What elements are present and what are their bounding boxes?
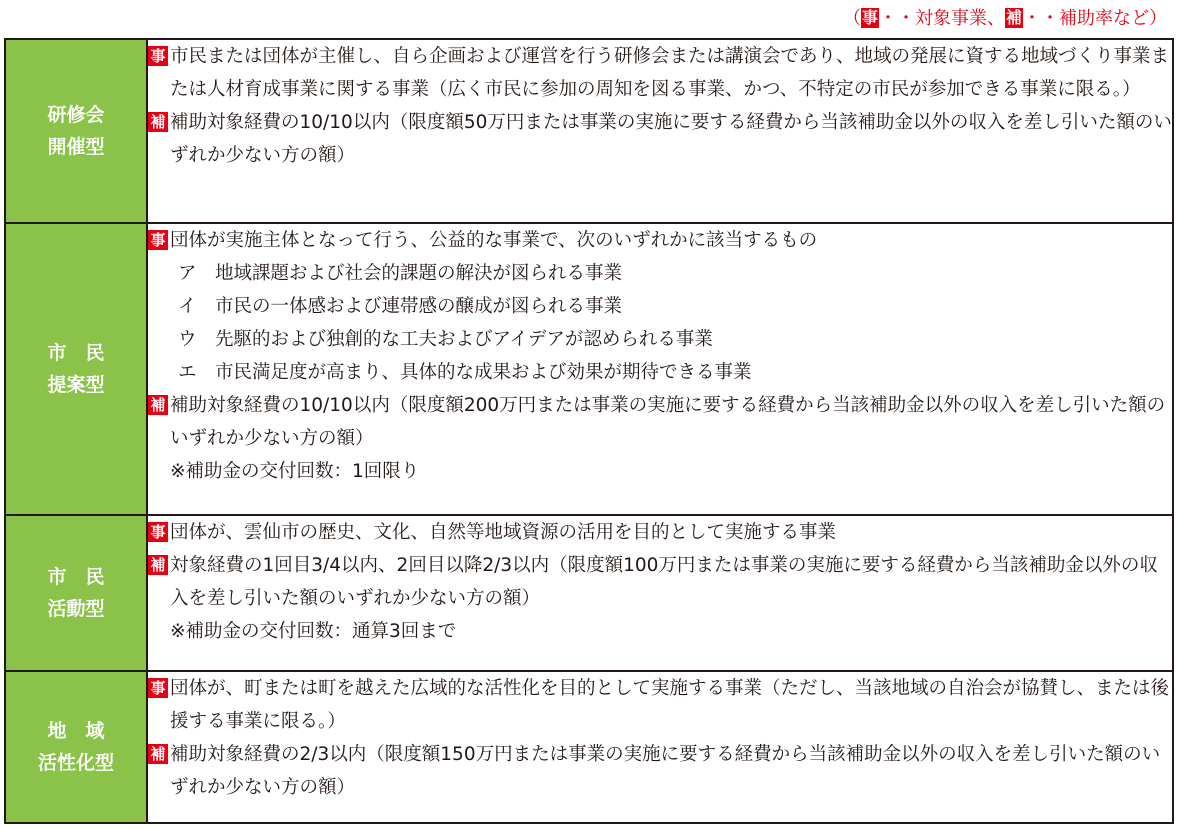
row-body <box>147 39 1173 223</box>
row-body <box>147 671 1173 823</box>
hojo-badge: 補 <box>148 395 168 415</box>
hojo-text: 補助対象経費の10/10以内（限度額200万円または事業の実施に要する経費から当該補助金以外の収入を差し引いた額のいずれか少ない方の額） <box>170 395 1166 449</box>
jigyo-badge: 事 <box>148 46 168 66</box>
row-label-line1: 市 民 <box>47 342 105 364</box>
row-label <box>5 39 147 223</box>
hojo-badge: 補 <box>148 744 168 764</box>
table-row <box>5 671 1173 823</box>
hojo-text: 補助対象経費の10/10以内（限度額50万円または事業の実施に要する経費から当該補助金以外の収入を差し引いた額のいずれか少ない方の額） <box>170 112 1172 166</box>
row-label <box>5 671 147 823</box>
row-label-line2: 開催型 <box>47 136 105 158</box>
hojo-text: 補助対象経費の2/3以内（限度額150万円または事業の実施に要する経費から当該補助金以外の収入を差し引いた額のいずれか少ない方の額） <box>170 744 1161 798</box>
hojo-entry <box>148 738 1172 804</box>
jigyo-entry <box>148 40 1172 106</box>
legend-jigyo-text: ・・対象事業、 <box>878 8 1005 29</box>
row-body <box>147 515 1173 671</box>
jigyo-badge: 事 <box>148 230 168 250</box>
list-item: ウ 先駆的および独創的な工夫およびアイデアが認められる事業 <box>178 329 713 350</box>
hojo-badge: 補 <box>148 112 168 132</box>
subsidy-table <box>4 38 1174 824</box>
row-label-line2: 提案型 <box>47 374 105 396</box>
legend-jigyo-badge: 事 <box>861 8 878 27</box>
jigyo-text: 団体が、雲仙市の歴史、文化、自然等地域資源の活用を目的として実施する事業 <box>170 522 837 543</box>
table-row <box>5 223 1173 515</box>
table-row <box>5 515 1173 671</box>
table-row <box>5 39 1173 223</box>
jigyo-badge: 事 <box>148 522 168 542</box>
legend-hojo-text: ・・補助率など） <box>1023 8 1167 29</box>
jigyo-entry <box>148 672 1172 738</box>
row-label-line1: 研修会 <box>47 104 105 126</box>
legend <box>843 2 1167 36</box>
row-body <box>147 223 1173 515</box>
row-label <box>5 223 147 515</box>
hojo-badge: 補 <box>148 555 168 575</box>
row-label-line1: 市 民 <box>47 566 105 588</box>
hojo-text: 対象経費の1回目3/4以内、2回目以降2/3以内（限度額100万円または事業の実施に要する経費から当該補助金以外の収入を差し引いた額のいずれか少ない方の額） <box>170 555 1158 609</box>
jigyo-text: 団体が、町または町を越えた広域的な活性化を目的として実施する事業（ただし、当該地域の自治会が協賛し、または後援する事業に限る。） <box>170 678 1170 732</box>
jigyo-text: 市民または団体が主催し、自ら企画および運営を行う研修会または講演会であり、地域の発展に資する地域づくり事業または人材育成事業に関する事業（広く市民に参加の周知を図る事業、かつ、不特定の市民が参加できる事業に限る。） <box>170 46 1170 100</box>
hojo-entry <box>148 106 1172 172</box>
row-label <box>5 515 147 671</box>
jigyo-text: 団体が実施主体となって行う、公益的な事業で、次のいずれかに該当するもの <box>170 230 818 251</box>
row-label-line1: 地 域 <box>47 720 105 742</box>
list-item: ア 地域課題および社会的課題の解決が図られる事業 <box>178 263 623 284</box>
row-label-line2: 活動型 <box>47 598 105 620</box>
note-text: ※補助金の交付回数：通算3回まで <box>170 621 457 642</box>
jigyo-entry <box>148 516 1172 549</box>
jigyo-badge: 事 <box>148 678 168 698</box>
list-item: イ 市民の一体感および連帯感の醸成が図られる事業 <box>178 296 623 317</box>
note-text: ※補助金の交付回数：1回限り <box>170 461 420 482</box>
hojo-entry <box>148 389 1172 455</box>
legend-hojo-badge: 補 <box>1005 8 1022 27</box>
row-label-line2: 活性化型 <box>37 752 114 774</box>
legend-open: （ <box>842 8 861 29</box>
jigyo-entry <box>148 224 1172 257</box>
list-item: エ 市民満足度が高まり、具体的な成果および効果が期待できる事業 <box>178 362 752 383</box>
hojo-entry <box>148 549 1172 615</box>
